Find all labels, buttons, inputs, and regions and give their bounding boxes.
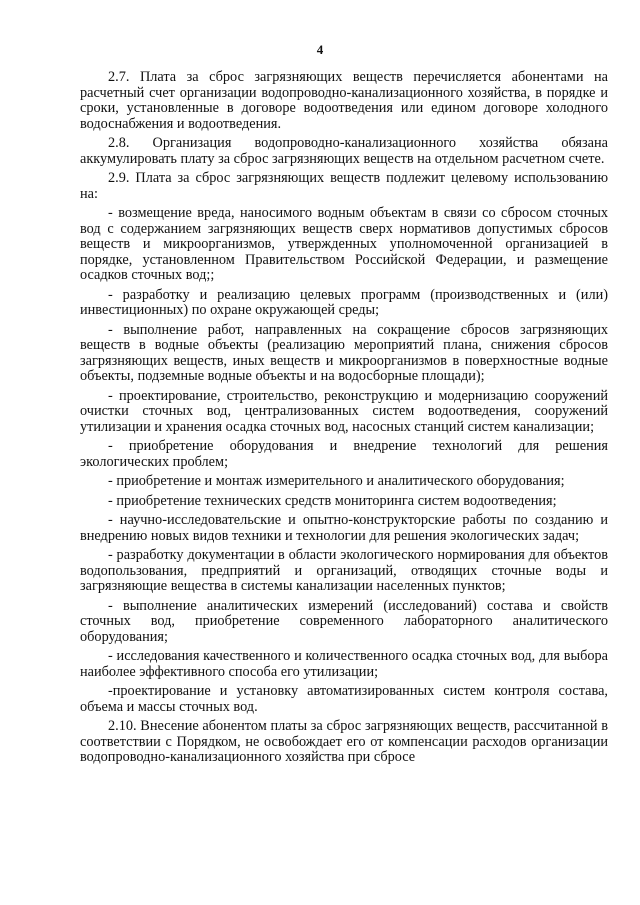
list-item-equipment-technology: - приобретение оборудования и внедрение технологий для решения экологических проблем;: [80, 438, 608, 470]
list-item-regulation-docs: - разработку документации в области экологического нормирования для объектов водопользования, предприятий и организаций, отводящих сточные воды и загрязняющие вещества в системы канализации населенных пунктов;: [80, 547, 608, 594]
list-item-analytical-measurements: - выполнение аналитических измерений (исследований) состава и свойств сточных вод, приобретение современного лабораторного аналитического оборудования;: [80, 597, 608, 645]
list-item-damage-compensation: - возмещение вреда, наносимого водным объектам в связи со сбросом сточных вод с содержанием загрязняющих веществ сверх нормативов допустимых сбросов веществ и микроорганизмов, утвержденных уполномоченной организацией в порядке, установленном Правительством Российской Федерации, и размещение осадков сточных вод;;: [80, 205, 608, 283]
page-number: 4: [316, 42, 324, 57]
list-item-measuring-equipment: - приобретение и монтаж измерительного и аналитического оборудования;: [108, 473, 565, 489]
paragraph-2-9: 2.9. Плата за сброс загрязняющих веществ подлежит целевому использованию на:: [80, 170, 608, 202]
list-item-research-development: - научно-исследовательские и опытно-конструкторские работы по созданию и внедрению новых видов техники и технологии для решения экологических задач;: [80, 512, 608, 544]
list-item-monitoring-tools: - приобретение технических средств мониторинга систем водоотведения;: [108, 492, 557, 509]
list-item-design-construction: - проектирование, строительство, реконструкцию и модернизацию сооружений очистки сточных вод, централизованных систем водоотведения, сооружений утилизации и хранения осадка сточных вод, насосных станций систем канализации;: [80, 387, 608, 435]
paragraph-2-8: 2.8. Организация водопроводно-канализационного хозяйства обязана аккумулировать плату за сброс загрязняющих веществ на отдельном расчетном счете.: [80, 135, 608, 167]
list-item-discharge-reduction: - выполнение работ, направленных на сокращение сбросов загрязняющих веществ в водные объекты (реализацию мероприятий плана, снижения сбросов загрязняющих веществ, иных веществ и микроорганизмов в поверхностные водные объекты, подземные водные объекты и на водосборные площади);: [80, 321, 608, 384]
list-item-automated-control: -проектирование и установку автоматизированных систем контроля состава, объема и массы сточных вод.: [80, 683, 608, 715]
paragraph-2-7: 2.7. Плата за сброс загрязняющих веществ перечисляется абонентами на расчетный счет организации водопроводно-канализационного хозяйства, в порядке и сроки, установленные в договоре водоотведения или едином договоре холодного водоснабжения и водоотведения.: [80, 69, 608, 132]
document-body: [80, 70, 608, 766]
list-item-target-programs: - разработку и реализацию целевых программ (производственных и (или) инвестиционных) по охране окружающей среды;: [80, 286, 608, 318]
paragraph-2-10: 2.10. Внесение абонентом платы за сброс загрязняющих веществ, рассчитанной в соответствии с Порядком, не освобождает его от компенсации расходов организации водопроводно-канализационного хозяйства при сбросе: [80, 718, 608, 765]
list-item-sludge-research: - исследования качественного и количественного осадка сточных вод, для выбора наиболее эффективного способа его утилизации;: [80, 648, 608, 680]
